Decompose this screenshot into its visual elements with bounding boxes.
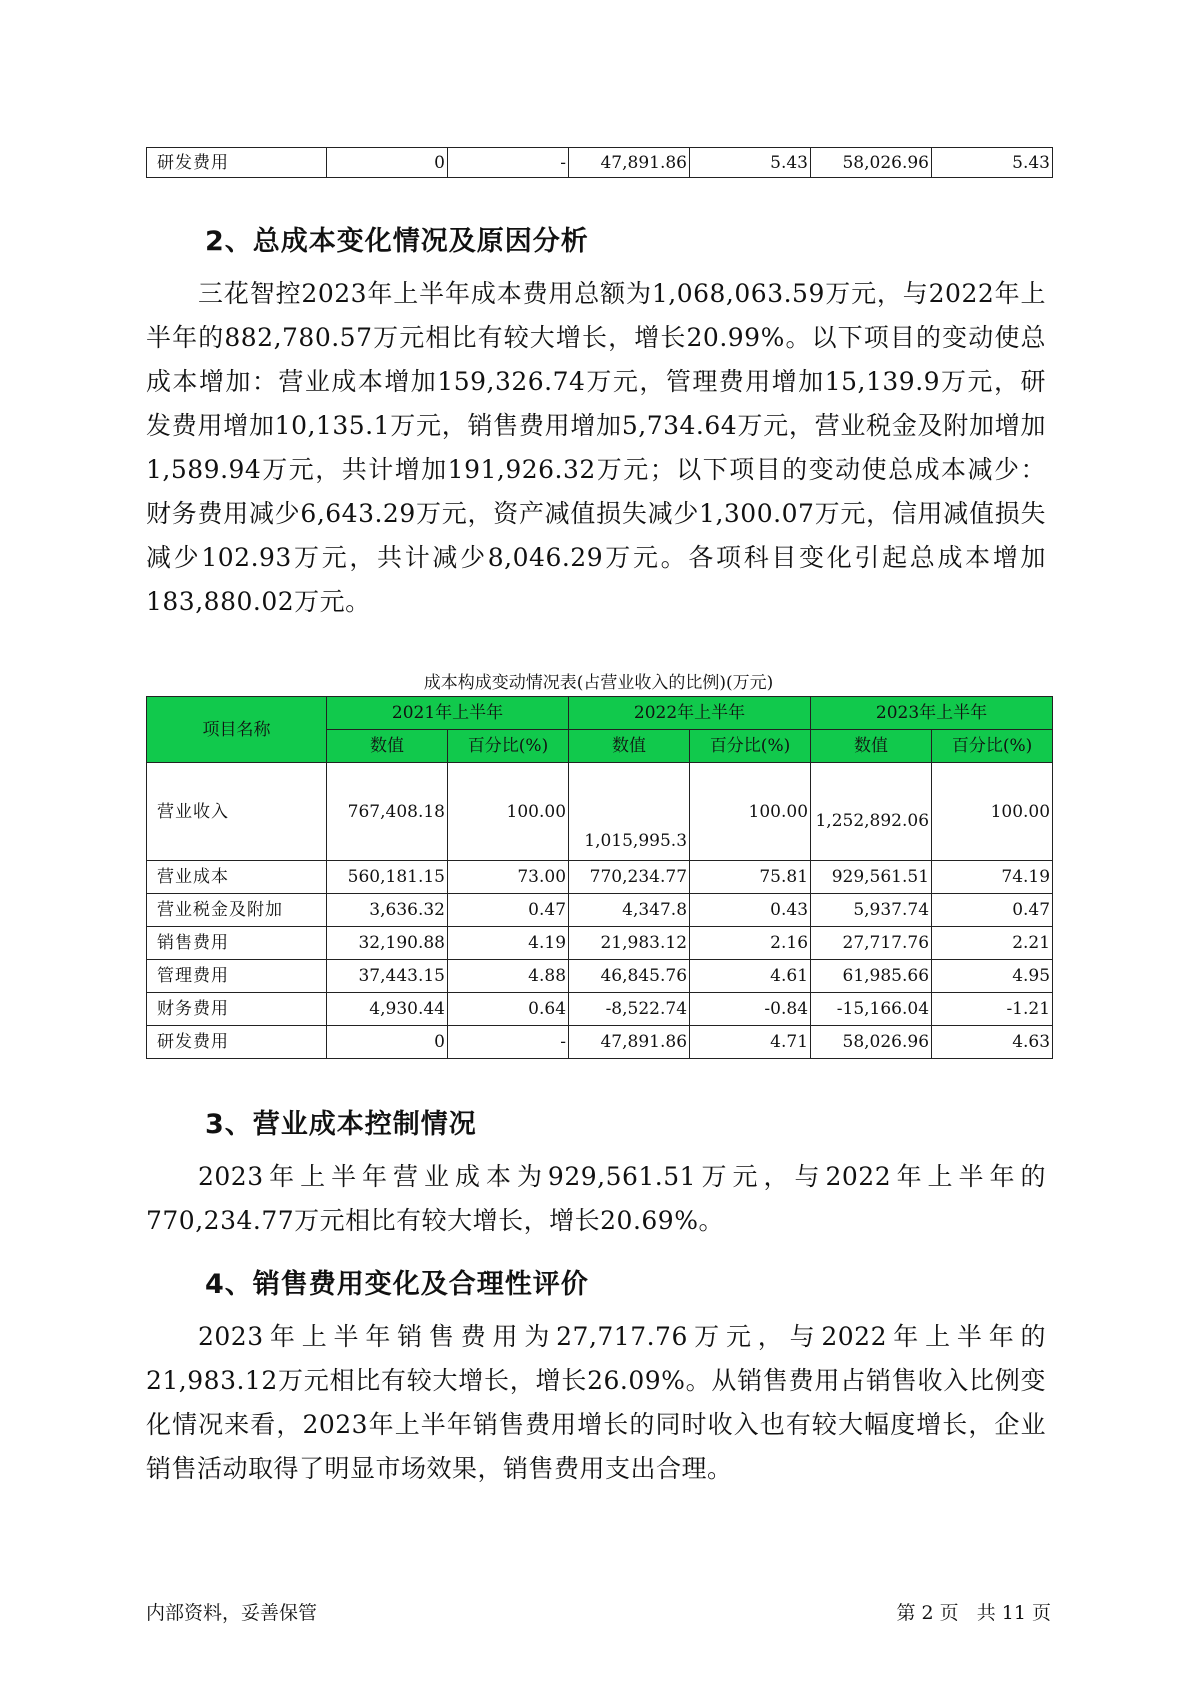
- section-heading: 4、销售费用变化及合理性评价: [205, 1269, 589, 1300]
- cell-value: 4.19: [448, 927, 569, 960]
- cell-value: 767,408.18: [327, 763, 448, 861]
- cell-value: -: [448, 1026, 569, 1059]
- section-heading: 2、总成本变化情况及原因分析: [205, 226, 589, 257]
- section-heading: 3、营业成本控制情况: [205, 1109, 477, 1140]
- cell-value: 929,561.51: [811, 861, 932, 894]
- row-label: 研发费用: [147, 148, 327, 178]
- cell-value: 4.61: [690, 960, 811, 993]
- cell-value: 5,937.74: [811, 894, 932, 927]
- cell-value: -15,166.04: [811, 993, 932, 1026]
- header-item-name: 项目名称: [147, 697, 327, 763]
- cell-value: 2.21: [932, 927, 1053, 960]
- cost-structure-table: [146, 696, 1053, 1059]
- cell-value: 0.47: [932, 894, 1053, 927]
- cell-value: 58,026.96: [811, 1026, 932, 1059]
- table-row: [147, 1026, 1053, 1059]
- cell-value: 4.71: [690, 1026, 811, 1059]
- section-paragraph: 三花智控2023年上半年成本费用总额为1,068,063.59万元，与2022年上半年的882,780.57万元相比有较大增长，增长20.99%。以下项目的变动使总成本增加：营业成本增加159,326.74万元，管理费用增加15,139.9万元，研发费用增加10,135.1万元，销售费用增加5,734.64万元，营业税金及附加增加1,589.94万元，共计增加191,926.32万元；以下项目的变动使总成本减少：财务费用减少6,643.29万元，资产减值损失减少1,300.07万元，信用减值损失减少102.93万元，共计减少8,046.29万元。各项科目变化引起总成本增加183,880.02万元。: [146, 279, 1046, 616]
- header-value: 数值: [811, 730, 932, 763]
- footer-page-number: 第 2 页 共 11 页: [896, 1602, 1051, 1624]
- cell-value: 5.43: [932, 148, 1053, 178]
- cell-value: 0: [327, 148, 448, 178]
- cell-value: 4.88: [448, 960, 569, 993]
- cell-value: 770,234.77: [569, 861, 690, 894]
- cell-value: 32,190.88: [327, 927, 448, 960]
- cell-value: 2.16: [690, 927, 811, 960]
- row-label: 营业税金及附加: [147, 894, 327, 927]
- table-row: [147, 960, 1053, 993]
- row-label: 财务费用: [147, 993, 327, 1026]
- cell-value: -: [448, 148, 569, 178]
- cell-value: 4.63: [932, 1026, 1053, 1059]
- cell-value: 100.00: [448, 763, 569, 861]
- cell-value: 73.00: [448, 861, 569, 894]
- cell-value: -0.84: [690, 993, 811, 1026]
- cell-value: 1,015,995.3: [569, 763, 690, 861]
- cell-value: 100.00: [690, 763, 811, 861]
- top-table: [146, 147, 1053, 178]
- header-year: 2023年上半年: [811, 697, 1053, 730]
- cell-value: -1.21: [932, 993, 1053, 1026]
- cell-value: 74.19: [932, 861, 1053, 894]
- header-year: 2021年上半年: [327, 697, 569, 730]
- cell-value: 47,891.86: [569, 148, 690, 178]
- cell-value: 0.43: [690, 894, 811, 927]
- cell-value: -8,522.74: [569, 993, 690, 1026]
- cell-value: 100.00: [932, 763, 1053, 861]
- cell-value: 0: [327, 1026, 448, 1059]
- table-row: [147, 148, 1053, 178]
- cell-value: 0.47: [448, 894, 569, 927]
- cell-value: 46,845.76: [569, 960, 690, 993]
- table-caption: 成本构成变动情况表(占营业收入的比例)(万元): [423, 673, 774, 693]
- section-paragraph: 2023年上半年销售费用为27,717.76万元，与2022年上半年的21,983.12万元相比有较大增长，增长26.09%。从销售费用占销售收入比例变化情况来看，2023年上半年销售费用增长的同时收入也有较大幅度增长，企业销售活动取得了明显市场效果，销售费用支出合理。: [146, 1322, 1046, 1483]
- header-percent: 百分比(%): [448, 730, 569, 763]
- section-paragraph: 2023年上半年营业成本为929,561.51万元，与2022年上半年的770,234.77万元相比有较大增长，增长20.69%。: [146, 1162, 1046, 1235]
- table-row: [147, 894, 1053, 927]
- cell-value: 560,181.15: [327, 861, 448, 894]
- cell-value: 5.43: [690, 148, 811, 178]
- row-label: 管理费用: [147, 960, 327, 993]
- header-percent: 百分比(%): [932, 730, 1053, 763]
- table-row: [147, 763, 1053, 861]
- table-row: [147, 861, 1053, 894]
- cell-value: 37,443.15: [327, 960, 448, 993]
- header-row: [147, 697, 1053, 730]
- cell-value: 4,347.8: [569, 894, 690, 927]
- cell-value: 21,983.12: [569, 927, 690, 960]
- row-label: 营业收入: [147, 763, 327, 861]
- cell-value: 47,891.86: [569, 1026, 690, 1059]
- cell-value: 61,985.66: [811, 960, 932, 993]
- row-label: 研发费用: [147, 1026, 327, 1059]
- cell-value: 58,026.96: [811, 148, 932, 178]
- cell-value: 75.81: [690, 861, 811, 894]
- header-value: 数值: [569, 730, 690, 763]
- header-percent: 百分比(%): [690, 730, 811, 763]
- cell-value: 27,717.76: [811, 927, 932, 960]
- header-value: 数值: [327, 730, 448, 763]
- cell-value: 0.64: [448, 993, 569, 1026]
- cell-value: 4,930.44: [327, 993, 448, 1026]
- cell-value: 3,636.32: [327, 894, 448, 927]
- cell-value: 1,252,892.06: [811, 763, 932, 861]
- table-row: [147, 927, 1053, 960]
- table-row: [147, 993, 1053, 1026]
- cell-value: 4.95: [932, 960, 1053, 993]
- row-label: 销售费用: [147, 927, 327, 960]
- footer-confidential-note: 内部资料，妥善保管: [146, 1602, 318, 1624]
- header-year: 2022年上半年: [569, 697, 811, 730]
- row-label: 营业成本: [147, 861, 327, 894]
